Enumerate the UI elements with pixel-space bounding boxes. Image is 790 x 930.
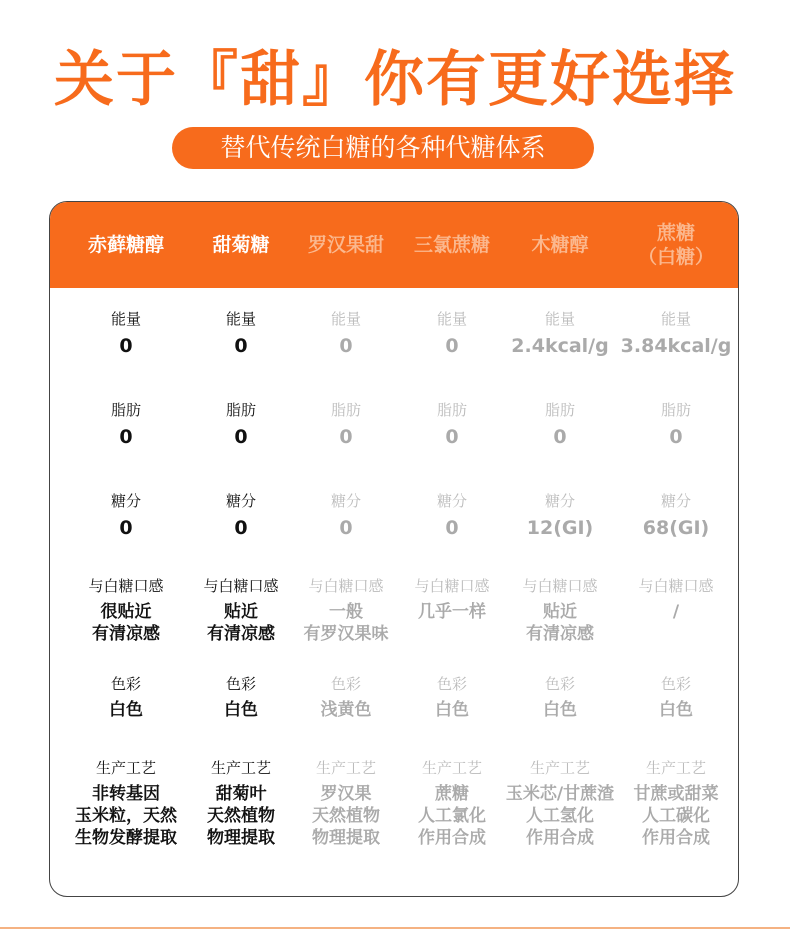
row-label: 生产工艺: [529, 759, 590, 777]
row-label: 糖分: [330, 492, 361, 510]
table-cell: [504, 576, 616, 645]
table-cell: [620, 576, 732, 623]
row-label: 能量: [660, 310, 691, 328]
row-label: 色彩: [330, 675, 361, 693]
row-label: 与白糖口感: [308, 577, 384, 595]
table-cell: [396, 674, 508, 721]
row-label: 生产工艺: [210, 759, 271, 777]
cell-value: 白色: [435, 700, 469, 720]
row-label: 能量: [436, 310, 467, 328]
row-label: 脂肪: [330, 401, 361, 419]
row-label: 色彩: [660, 675, 691, 693]
row-label: 色彩: [225, 675, 256, 693]
cell-value: 很贴近 有清凉感: [92, 602, 160, 644]
row-label: 色彩: [110, 675, 141, 693]
cell-value: 浅黄色: [320, 700, 372, 720]
row-label: 与白糖口感: [638, 577, 714, 595]
row-label: 色彩: [544, 675, 575, 693]
cell-value: 0: [234, 335, 248, 357]
table-cell: [290, 576, 402, 645]
table-cell: [290, 400, 402, 448]
table-cell: [620, 400, 732, 448]
row-label: 生产工艺: [315, 759, 376, 777]
cell-value: 0: [339, 335, 353, 357]
cell-value: 甘蔗或甜菜 人工碳化 作用合成: [633, 784, 719, 848]
row-label: 生产工艺: [421, 759, 482, 777]
row-label: 能量: [330, 310, 361, 328]
table-cell: [504, 309, 616, 357]
row-label: 生产工艺: [95, 759, 156, 777]
table-cell: [504, 674, 616, 721]
table-cell: [185, 674, 297, 721]
column-header: 甜菊糖: [212, 234, 270, 256]
cell-value: 2.4kcal/g: [511, 335, 609, 357]
cell-value: 白色: [659, 700, 693, 720]
table-cell: [70, 309, 182, 357]
cell-value: 一般 有罗汉果味: [303, 602, 389, 644]
cell-value: 蔗糖 人工氯化 作用合成: [418, 784, 486, 848]
cell-value: 贴近 有清凉感: [526, 602, 594, 644]
cell-value: 0: [234, 426, 248, 448]
column-header: 罗汉果甜: [307, 234, 384, 256]
row-label: 与白糖口感: [522, 577, 598, 595]
cell-value: /: [672, 602, 680, 622]
row-label: 脂肪: [225, 401, 256, 419]
cell-value: 0: [445, 426, 459, 448]
table-cell: [620, 674, 732, 721]
table-cell: [290, 309, 402, 357]
row-label: 与白糖口感: [88, 577, 164, 595]
cell-value: 玉米芯/甘蔗渣 人工氢化 作用合成: [505, 784, 615, 848]
comparison-table: [49, 201, 739, 897]
cell-value: 12(GI): [526, 517, 594, 539]
row-label: 脂肪: [544, 401, 575, 419]
row-label: 脂肪: [110, 401, 141, 419]
cell-value: 几乎一样: [418, 602, 486, 622]
table-header: [50, 202, 738, 288]
row-label: 与白糖口感: [414, 577, 490, 595]
table-cell: [620, 491, 732, 539]
table-cell: [70, 400, 182, 448]
cell-value: 0: [119, 335, 133, 357]
cell-value: 68(GI): [642, 517, 710, 539]
subtitle-badge: 替代传统白糖的各种代糖体系: [172, 127, 594, 169]
cell-value: 甜菊叶 天然植物 物理提取: [207, 784, 275, 848]
table-cell: [185, 491, 297, 539]
table-cell: [70, 576, 182, 645]
cell-value: 罗汉果 天然植物 物理提取: [312, 784, 380, 848]
table-cell: [63, 758, 189, 849]
row-label: 脂肪: [436, 401, 467, 419]
cell-value: 0: [234, 517, 248, 539]
table-cell: [70, 674, 182, 721]
column-header: 三氯蔗糖: [413, 234, 490, 256]
row-label: 与白糖口感: [203, 577, 279, 595]
table-cell: [396, 491, 508, 539]
table-cell: [504, 400, 616, 448]
table-cell: [504, 491, 616, 539]
row-label: 糖分: [544, 492, 575, 510]
cell-value: 非转基因 玉米粒，天然 生物发酵提取: [75, 784, 177, 848]
cell-value: 0: [553, 426, 567, 448]
table-cell: [185, 576, 297, 645]
row-label: 色彩: [436, 675, 467, 693]
table-cell: [70, 491, 182, 539]
row-label: 能量: [110, 310, 141, 328]
column-header: 木糖醇: [531, 234, 589, 256]
cell-value: 白色: [543, 700, 577, 720]
row-label: 糖分: [660, 492, 691, 510]
column-header: 赤藓糖醇: [87, 234, 164, 256]
cell-value: 0: [669, 426, 683, 448]
cell-value: 白色: [224, 700, 258, 720]
cell-value: 0: [339, 517, 353, 539]
table-cell: [185, 400, 297, 448]
row-label: 生产工艺: [645, 759, 706, 777]
page-title: 关于『甜』你有更好选择: [54, 45, 736, 115]
table-cell: [290, 491, 402, 539]
row-label: 能量: [225, 310, 256, 328]
table-cell: [396, 576, 508, 623]
table-cell: [185, 309, 297, 357]
table-cell: [290, 674, 402, 721]
row-label: 能量: [544, 310, 575, 328]
table-cell: [613, 758, 739, 849]
cell-value: 白色: [109, 700, 143, 720]
table-cell: [396, 400, 508, 448]
cell-value: 0: [445, 517, 459, 539]
table-cell: [620, 309, 732, 357]
column-header: 蔗糖 （白糖）: [637, 222, 714, 268]
row-label: 糖分: [436, 492, 467, 510]
row-label: 糖分: [225, 492, 256, 510]
row-label: 糖分: [110, 492, 141, 510]
row-label: 脂肪: [660, 401, 691, 419]
cell-value: 0: [445, 335, 459, 357]
cell-value: 3.84kcal/g: [620, 335, 732, 357]
cell-value: 0: [119, 426, 133, 448]
cell-value: 0: [119, 517, 133, 539]
table-cell: [396, 309, 508, 357]
table-cell: [497, 758, 623, 849]
cell-value: 0: [339, 426, 353, 448]
footer-divider: [0, 927, 790, 929]
cell-value: 贴近 有清凉感: [207, 602, 275, 644]
